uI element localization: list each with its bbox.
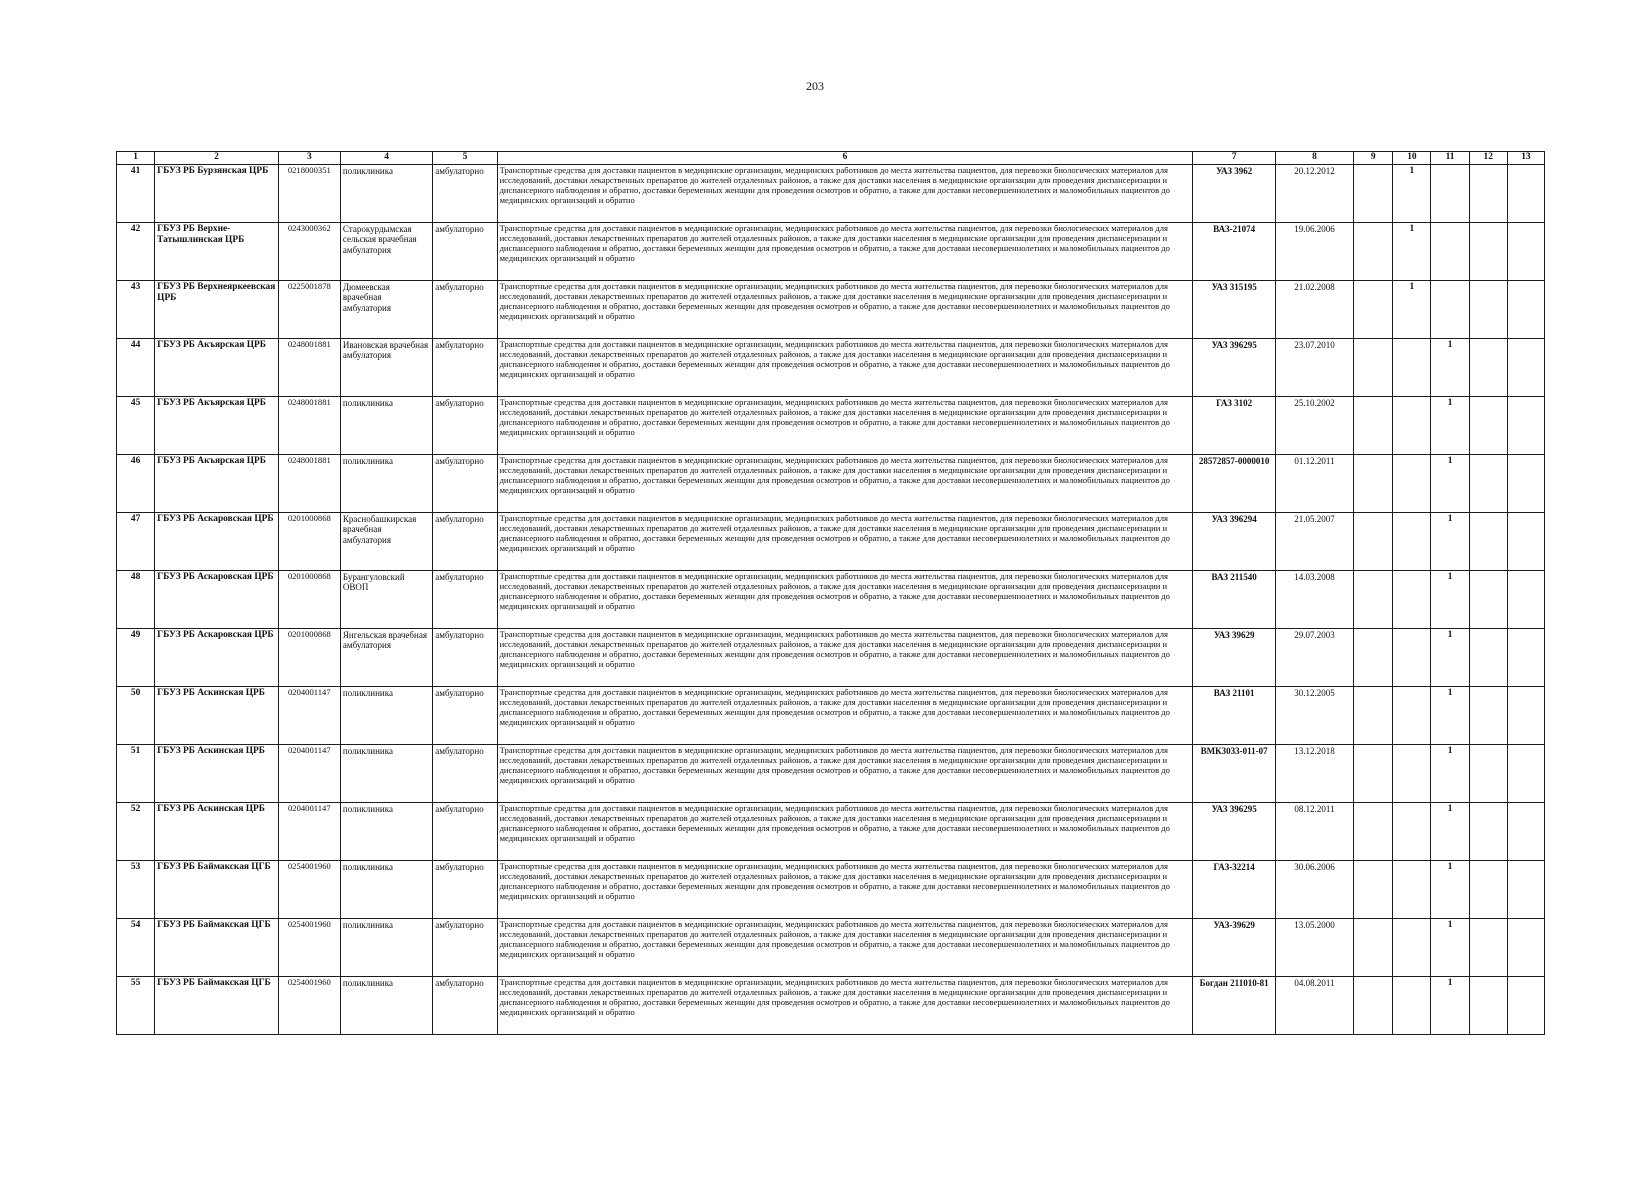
- table-row: [117, 571, 1545, 629]
- registration-date: 23.07.2010: [1275, 339, 1353, 397]
- registration-date: 30.06.2006: [1275, 861, 1353, 919]
- subdivision-name: поликлиника: [340, 861, 432, 919]
- table-row: [117, 803, 1545, 861]
- vehicle-purpose: Транспортные средства для доставки пациентов в медицинские организации, медицинских работников до места жительства пациентов, для перевозки биологических материалов для исследований, доставки лекарственных препаратов до жителей отдаленных районов, а также для доставки населения в медицинские организации для проведения диспансеризации и диспансерного наблюдения и обратно, доставки беременных женщин для проведения осмотров и обратно, а также для доставки несовершеннолетних и маломобильных пациентов до медицинских организаций и обратно: [497, 919, 1193, 977]
- vehicle-model: ГАЗ 3102: [1193, 397, 1275, 455]
- subdivision-name: поликлиника: [340, 397, 432, 455]
- organization-name: ГБУЗ РБ Аскинская ЦРБ: [155, 745, 279, 803]
- vehicle-model: УАЗ 315195: [1193, 281, 1275, 339]
- table-body: [117, 165, 1545, 1035]
- flag-col-12: [1469, 803, 1507, 861]
- row-number: 45: [117, 397, 155, 455]
- organization-name: ГБУЗ РБ Верхне-Татышлинская ЦРБ: [155, 223, 279, 281]
- organization-code: 0248001881: [278, 397, 340, 455]
- flag-col-13: [1507, 803, 1544, 861]
- flag-col-10: [1393, 571, 1431, 629]
- header-col-8: 8: [1275, 152, 1353, 165]
- vehicle-model: УАЗ 396294: [1193, 513, 1275, 571]
- vehicle-table: [116, 151, 1545, 1035]
- subdivision-name: Старокурдымская сельская врачебная амбулатория: [340, 223, 432, 281]
- flag-col-13: [1507, 513, 1544, 571]
- flag-col-9: [1354, 513, 1393, 571]
- vehicle-model: ГАЗ-32214: [1193, 861, 1275, 919]
- flag-col-9: [1354, 977, 1393, 1035]
- vehicle-model: УАЗ 3962: [1193, 165, 1275, 223]
- table-row: [117, 165, 1545, 223]
- vehicle-purpose: Транспортные средства для доставки пациентов в медицинские организации, медицинских работников до места жительства пациентов, для перевозки биологических материалов для исследований, доставки лекарственных препаратов до жителей отдаленных районов, а также для доставки населения в медицинские организации для проведения диспансеризации и диспансерного наблюдения и обратно, доставки беременных женщин для проведения осмотров и обратно, а также для доставки несовершеннолетних и маломобильных пациентов до медицинских организаций и обратно: [497, 571, 1193, 629]
- flag-col-12: [1469, 745, 1507, 803]
- flag-col-11: 1: [1431, 687, 1469, 745]
- flag-col-9: [1354, 629, 1393, 687]
- header-col-12: 12: [1469, 152, 1507, 165]
- organization-code: 0201000868: [278, 629, 340, 687]
- flag-col-11: 1: [1431, 455, 1469, 513]
- registration-date: 25.10.2002: [1275, 397, 1353, 455]
- flag-col-13: [1507, 687, 1544, 745]
- flag-col-12: [1469, 977, 1507, 1035]
- flag-col-13: [1507, 977, 1544, 1035]
- organization-code: 0254001960: [278, 861, 340, 919]
- vehicle-purpose: Транспортные средства для доставки пациентов в медицинские организации, медицинских работников до места жительства пациентов, для перевозки биологических материалов для исследований, доставки лекарственных препаратов до жителей отдаленных районов, а также для доставки населения в медицинские организации для проведения диспансеризации и диспансерного наблюдения и обратно, доставки беременных женщин для проведения осмотров и обратно, а также для доставки несовершеннолетних и маломобильных пациентов до медицинских организаций и обратно: [497, 629, 1193, 687]
- organization-code: 0201000868: [278, 513, 340, 571]
- flag-col-13: [1507, 861, 1544, 919]
- vehicle-purpose: Транспортные средства для доставки пациентов в медицинские организации, медицинских работников до места жительства пациентов, для перевозки биологических материалов для исследований, доставки лекарственных препаратов до жителей отдаленных районов, а также для доставки населения в медицинские организации для проведения диспансеризации и диспансерного наблюдения и обратно, доставки беременных женщин для проведения осмотров и обратно, а также для доставки несовершеннолетних и маломобильных пациентов до медицинских организаций и обратно: [497, 977, 1193, 1035]
- vehicle-model: УАЗ-39629: [1193, 919, 1275, 977]
- care-mode: амбулаторно: [433, 687, 497, 745]
- flag-col-10: [1393, 803, 1431, 861]
- registration-date: 21.05.2007: [1275, 513, 1353, 571]
- vehicle-model: ВМК3033-011-07: [1193, 745, 1275, 803]
- organization-name: ГБУЗ РБ Аскинская ЦРБ: [155, 803, 279, 861]
- flag-col-11: 1: [1431, 571, 1469, 629]
- row-number: 48: [117, 571, 155, 629]
- organization-name: ГБУЗ РБ Аскинская ЦРБ: [155, 687, 279, 745]
- flag-col-12: [1469, 687, 1507, 745]
- care-mode: амбулаторно: [433, 861, 497, 919]
- care-mode: амбулаторно: [433, 165, 497, 223]
- organization-name: ГБУЗ РБ Верхнеяркеевская ЦРБ: [155, 281, 279, 339]
- row-number: 50: [117, 687, 155, 745]
- vehicle-purpose: Транспортные средства для доставки пациентов в медицинские организации, медицинских работников до места жительства пациентов, для перевозки биологических материалов для исследований, доставки лекарственных препаратов до жителей отдаленных районов, а также для доставки населения в медицинские организации для проведения диспансеризации и диспансерного наблюдения и обратно, доставки беременных женщин для проведения осмотров и обратно, а также для доставки несовершеннолетних и маломобильных пациентов до медицинских организаций и обратно: [497, 803, 1193, 861]
- flag-col-13: [1507, 919, 1544, 977]
- flag-col-12: [1469, 165, 1507, 223]
- organization-name: ГБУЗ РБ Аскаровская ЦРБ: [155, 513, 279, 571]
- flag-col-13: [1507, 455, 1544, 513]
- row-number: 43: [117, 281, 155, 339]
- organization-code: 0204001147: [278, 687, 340, 745]
- flag-col-10: [1393, 745, 1431, 803]
- organization-code: 0201000868: [278, 571, 340, 629]
- row-number: 55: [117, 977, 155, 1035]
- care-mode: амбулаторно: [433, 455, 497, 513]
- subdivision-name: поликлиника: [340, 745, 432, 803]
- flag-col-11: 1: [1431, 397, 1469, 455]
- flag-col-10: [1393, 629, 1431, 687]
- header-row: [117, 152, 1545, 165]
- care-mode: амбулаторно: [433, 223, 497, 281]
- flag-col-13: [1507, 223, 1544, 281]
- table-row: [117, 513, 1545, 571]
- subdivision-name: поликлиника: [340, 165, 432, 223]
- subdivision-name: поликлиника: [340, 803, 432, 861]
- flag-col-10: [1393, 919, 1431, 977]
- flag-col-9: [1354, 571, 1393, 629]
- header-col-9: 9: [1354, 152, 1393, 165]
- flag-col-10: [1393, 397, 1431, 455]
- vehicle-model: УАЗ 396295: [1193, 339, 1275, 397]
- organization-code: 0248001881: [278, 455, 340, 513]
- care-mode: амбулаторно: [433, 629, 497, 687]
- flag-col-11: 1: [1431, 803, 1469, 861]
- flag-col-13: [1507, 629, 1544, 687]
- table-row: [117, 455, 1545, 513]
- flag-col-12: [1469, 629, 1507, 687]
- organization-code: 0218000351: [278, 165, 340, 223]
- care-mode: амбулаторно: [433, 803, 497, 861]
- header-col-11: 11: [1431, 152, 1469, 165]
- flag-col-10: 1: [1393, 223, 1431, 281]
- vehicle-model: ВАЗ 21101: [1193, 687, 1275, 745]
- row-number: 49: [117, 629, 155, 687]
- subdivision-name: Бурангуловский ОВОП: [340, 571, 432, 629]
- flag-col-9: [1354, 745, 1393, 803]
- organization-code: 0254001960: [278, 977, 340, 1035]
- flag-col-11: 1: [1431, 745, 1469, 803]
- vehicle-model: ВАЗ 211540: [1193, 571, 1275, 629]
- organization-code: 0225001878: [278, 281, 340, 339]
- row-number: 42: [117, 223, 155, 281]
- registration-date: 13.12.2018: [1275, 745, 1353, 803]
- row-number: 52: [117, 803, 155, 861]
- flag-col-10: [1393, 687, 1431, 745]
- flag-col-9: [1354, 919, 1393, 977]
- flag-col-11: 1: [1431, 919, 1469, 977]
- table-row: [117, 861, 1545, 919]
- organization-name: ГБУЗ РБ Аскаровская ЦРБ: [155, 629, 279, 687]
- table-row: [117, 223, 1545, 281]
- table-row: [117, 397, 1545, 455]
- vehicle-model: Богдан 211010-81: [1193, 977, 1275, 1035]
- organization-code: 0248001881: [278, 339, 340, 397]
- table-row: [117, 977, 1545, 1035]
- flag-col-10: [1393, 513, 1431, 571]
- flag-col-13: [1507, 745, 1544, 803]
- registration-date: 14.03.2008: [1275, 571, 1353, 629]
- flag-col-11: 1: [1431, 513, 1469, 571]
- table-row: [117, 629, 1545, 687]
- organization-name: ГБУЗ РБ Акъярская ЦРБ: [155, 397, 279, 455]
- vehicle-purpose: Транспортные средства для доставки пациентов в медицинские организации, медицинских работников до места жительства пациентов, для перевозки биологических материалов для исследований, доставки лекарственных препаратов до жителей отдаленных районов, а также для доставки населения в медицинские организации для проведения диспансеризации и диспансерного наблюдения и обратно, доставки беременных женщин для проведения осмотров и обратно, а также для доставки несовершеннолетних и маломобильных пациентов до медицинских организаций и обратно: [497, 281, 1193, 339]
- flag-col-9: [1354, 223, 1393, 281]
- care-mode: амбулаторно: [433, 397, 497, 455]
- flag-col-11: [1431, 281, 1469, 339]
- vehicle-model: УАЗ 39629: [1193, 629, 1275, 687]
- organization-code: 0204001147: [278, 745, 340, 803]
- subdivision-name: поликлиника: [340, 687, 432, 745]
- flag-col-10: 1: [1393, 281, 1431, 339]
- organization-code: 0204001147: [278, 803, 340, 861]
- subdivision-name: Янгельская врачебная амбулатория: [340, 629, 432, 687]
- flag-col-13: [1507, 339, 1544, 397]
- flag-col-10: 1: [1393, 165, 1431, 223]
- flag-col-11: [1431, 223, 1469, 281]
- care-mode: амбулаторно: [433, 339, 497, 397]
- care-mode: амбулаторно: [433, 745, 497, 803]
- flag-col-12: [1469, 919, 1507, 977]
- organization-code: 0243000362: [278, 223, 340, 281]
- table-row: [117, 745, 1545, 803]
- vehicle-model: 28572857-0000010: [1193, 455, 1275, 513]
- registration-date: 29.07.2003: [1275, 629, 1353, 687]
- row-number: 47: [117, 513, 155, 571]
- row-number: 46: [117, 455, 155, 513]
- registration-date: 08.12.2011: [1275, 803, 1353, 861]
- vehicle-model: УАЗ 396295: [1193, 803, 1275, 861]
- row-number: 41: [117, 165, 155, 223]
- row-number: 51: [117, 745, 155, 803]
- flag-col-12: [1469, 861, 1507, 919]
- flag-col-12: [1469, 513, 1507, 571]
- flag-col-10: [1393, 455, 1431, 513]
- flag-col-12: [1469, 223, 1507, 281]
- flag-col-10: [1393, 861, 1431, 919]
- subdivision-name: поликлиника: [340, 919, 432, 977]
- flag-col-9: [1354, 397, 1393, 455]
- flag-col-10: [1393, 977, 1431, 1035]
- header-col-6: 6: [497, 152, 1193, 165]
- organization-name: ГБУЗ РБ Баймакская ЦГБ: [155, 919, 279, 977]
- flag-col-10: [1393, 339, 1431, 397]
- table-row: [117, 919, 1545, 977]
- care-mode: амбулаторно: [433, 281, 497, 339]
- row-number: 54: [117, 919, 155, 977]
- flag-col-13: [1507, 571, 1544, 629]
- vehicle-model: ВАЗ-21074: [1193, 223, 1275, 281]
- flag-col-12: [1469, 281, 1507, 339]
- flag-col-13: [1507, 165, 1544, 223]
- vehicle-purpose: Транспортные средства для доставки пациентов в медицинские организации, медицинских работников до места жительства пациентов, для перевозки биологических материалов для исследований, доставки лекарственных препаратов до жителей отдаленных районов, а также для доставки населения в медицинские организации для проведения диспансеризации и диспансерного наблюдения и обратно, доставки беременных женщин для проведения осмотров и обратно, а также для доставки несовершеннолетних и маломобильных пациентов до медицинских организаций и обратно: [497, 861, 1193, 919]
- care-mode: амбулаторно: [433, 977, 497, 1035]
- flag-col-9: [1354, 861, 1393, 919]
- table-row: [117, 281, 1545, 339]
- organization-code: 0254001960: [278, 919, 340, 977]
- registration-date: 21.02.2008: [1275, 281, 1353, 339]
- flag-col-13: [1507, 281, 1544, 339]
- registration-date: 19.06.2006: [1275, 223, 1353, 281]
- organization-name: ГБУЗ РБ Баймакская ЦГБ: [155, 977, 279, 1035]
- vehicle-purpose: Транспортные средства для доставки пациентов в медицинские организации, медицинских работников до места жительства пациентов, для перевозки биологических материалов для исследований, доставки лекарственных препаратов до жителей отдаленных районов, а также для доставки населения в медицинские организации для проведения диспансеризации и диспансерного наблюдения и обратно, доставки беременных женщин для проведения осмотров и обратно, а также для доставки несовершеннолетних и маломобильных пациентов до медицинских организаций и обратно: [497, 513, 1193, 571]
- vehicle-purpose: Транспортные средства для доставки пациентов в медицинские организации, медицинских работников до места жительства пациентов, для перевозки биологических материалов для исследований, доставки лекарственных препаратов до жителей отдаленных районов, а также для доставки населения в медицинские организации для проведения диспансеризации и диспансерного наблюдения и обратно, доставки беременных женщин для проведения осмотров и обратно, а также для доставки несовершеннолетних и маломобильных пациентов до медицинских организаций и обратно: [497, 165, 1193, 223]
- header-col-7: 7: [1193, 152, 1275, 165]
- flag-col-12: [1469, 339, 1507, 397]
- subdivision-name: поликлиника: [340, 455, 432, 513]
- care-mode: амбулаторно: [433, 513, 497, 571]
- page-number: 203: [806, 79, 824, 93]
- header-col-4: 4: [340, 152, 432, 165]
- vehicle-purpose: Транспортные средства для доставки пациентов в медицинские организации, медицинских работников до места жительства пациентов, для перевозки биологических материалов для исследований, доставки лекарственных препаратов до жителей отдаленных районов, а также для доставки населения в медицинские организации для проведения диспансеризации и диспансерного наблюдения и обратно, доставки беременных женщин для проведения осмотров и обратно, а также для доставки несовершеннолетних и маломобильных пациентов до медицинских организаций и обратно: [497, 223, 1193, 281]
- registration-date: 01.12.2011: [1275, 455, 1353, 513]
- vehicle-purpose: Транспортные средства для доставки пациентов в медицинские организации, медицинских работников до места жительства пациентов, для перевозки биологических материалов для исследований, доставки лекарственных препаратов до жителей отдаленных районов, а также для доставки населения в медицинские организации для проведения диспансеризации и диспансерного наблюдения и обратно, доставки беременных женщин для проведения осмотров и обратно, а также для доставки несовершеннолетних и маломобильных пациентов до медицинских организаций и обратно: [497, 745, 1193, 803]
- vehicle-purpose: Транспортные средства для доставки пациентов в медицинские организации, медицинских работников до места жительства пациентов, для перевозки биологических материалов для исследований, доставки лекарственных препаратов до жителей отдаленных районов, а также для доставки населения в медицинские организации для проведения диспансеризации и диспансерного наблюдения и обратно, доставки беременных женщин для проведения осмотров и обратно, а также для доставки несовершеннолетних и маломобильных пациентов до медицинских организаций и обратно: [497, 687, 1193, 745]
- flag-col-13: [1507, 397, 1544, 455]
- flag-col-11: 1: [1431, 977, 1469, 1035]
- organization-name: ГБУЗ РБ Баймакская ЦГБ: [155, 861, 279, 919]
- flag-col-9: [1354, 165, 1393, 223]
- vehicle-purpose: Транспортные средства для доставки пациентов в медицинские организации, медицинских работников до места жительства пациентов, для перевозки биологических материалов для исследований, доставки лекарственных препаратов до жителей отдаленных районов, а также для доставки населения в медицинские организации для проведения диспансеризации и диспансерного наблюдения и обратно, доставки беременных женщин для проведения осмотров и обратно, а также для доставки несовершеннолетних и маломобильных пациентов до медицинских организаций и обратно: [497, 339, 1193, 397]
- flag-col-11: 1: [1431, 629, 1469, 687]
- vehicle-purpose: Транспортные средства для доставки пациентов в медицинские организации, медицинских работников до места жительства пациентов, для перевозки биологических материалов для исследований, доставки лекарственных препаратов до жителей отдаленных районов, а также для доставки населения в медицинские организации для проведения диспансеризации и диспансерного наблюдения и обратно, доставки беременных женщин для проведения осмотров и обратно, а также для доставки несовершеннолетних и маломобильных пациентов до медицинских организаций и обратно: [497, 455, 1193, 513]
- table-header: [117, 152, 1545, 165]
- flag-col-12: [1469, 397, 1507, 455]
- header-col-10: 10: [1393, 152, 1431, 165]
- header-col-1: 1: [117, 152, 155, 165]
- registration-date: 30.12.2005: [1275, 687, 1353, 745]
- organization-name: ГБУЗ РБ Акъярская ЦРБ: [155, 455, 279, 513]
- registration-date: 20.12.2012: [1275, 165, 1353, 223]
- organization-name: ГБУЗ РБ Акъярская ЦРБ: [155, 339, 279, 397]
- subdivision-name: Дюмеевская врачебная амбулатория: [340, 281, 432, 339]
- organization-name: ГБУЗ РБ Аскаровская ЦРБ: [155, 571, 279, 629]
- flag-col-9: [1354, 455, 1393, 513]
- flag-col-12: [1469, 571, 1507, 629]
- care-mode: амбулаторно: [433, 571, 497, 629]
- flag-col-12: [1469, 455, 1507, 513]
- header-col-13: 13: [1507, 152, 1544, 165]
- organization-name: ГБУЗ РБ Бурзянская ЦРБ: [155, 165, 279, 223]
- flag-col-11: 1: [1431, 339, 1469, 397]
- flag-col-9: [1354, 687, 1393, 745]
- flag-col-11: 1: [1431, 861, 1469, 919]
- header-col-5: 5: [433, 152, 497, 165]
- flag-col-9: [1354, 281, 1393, 339]
- header-col-3: 3: [278, 152, 340, 165]
- flag-col-9: [1354, 803, 1393, 861]
- header-col-2: 2: [155, 152, 279, 165]
- table-row: [117, 339, 1545, 397]
- registration-date: 13.05.2000: [1275, 919, 1353, 977]
- subdivision-name: Краснобашкирская врачебная амбулатория: [340, 513, 432, 571]
- flag-col-11: [1431, 165, 1469, 223]
- subdivision-name: поликлиника: [340, 977, 432, 1035]
- care-mode: амбулаторно: [433, 919, 497, 977]
- vehicle-purpose: Транспортные средства для доставки пациентов в медицинские организации, медицинских работников до места жительства пациентов, для перевозки биологических материалов для исследований, доставки лекарственных препаратов до жителей отдаленных районов, а также для доставки населения в медицинские организации для проведения диспансеризации и диспансерного наблюдения и обратно, доставки беременных женщин для проведения осмотров и обратно, а также для доставки несовершеннолетних и маломобильных пациентов до медицинских организаций и обратно: [497, 397, 1193, 455]
- registration-date: 04.08.2011: [1275, 977, 1353, 1035]
- row-number: 44: [117, 339, 155, 397]
- row-number: 53: [117, 861, 155, 919]
- flag-col-9: [1354, 339, 1393, 397]
- subdivision-name: Ивановская врачебная амбулатория: [340, 339, 432, 397]
- table-row: [117, 687, 1545, 745]
